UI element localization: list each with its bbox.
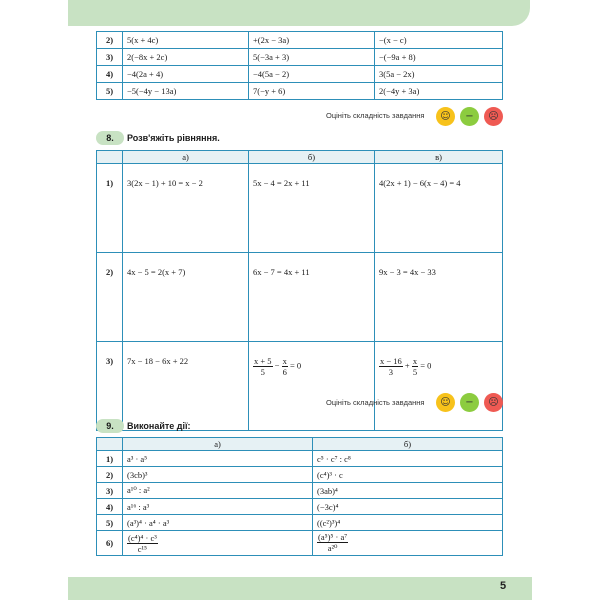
- column-header: в): [375, 151, 503, 164]
- table-row: [97, 49, 503, 66]
- page-number: 5: [500, 580, 507, 592]
- cell-b: −4(5a − 2): [249, 66, 375, 83]
- expression-cell: ((c²)³)⁴: [313, 515, 503, 531]
- table-row: [97, 253, 503, 342]
- cell-c: 2(−4y + 3a): [375, 83, 503, 100]
- page-number-box: [490, 577, 532, 600]
- task-title: Розв'яжіть рівняння.: [127, 133, 220, 143]
- cell-b: +(2x − 3a): [249, 32, 375, 49]
- fraction: $\frac{\text{(a⁵)⁵ · a⁷}}{\text{a²⁰}}$: [318, 532, 348, 553]
- cell-a: −4(2a + 4): [123, 66, 249, 83]
- table-row: [97, 32, 503, 49]
- table-row: [97, 451, 503, 467]
- fraction: $\frac{x - 16}{3}$: [380, 356, 402, 377]
- neutral-face-icon[interactable]: −: [460, 107, 479, 126]
- cell-b: 5(−3a + 3): [249, 49, 375, 66]
- expression-cell: (3cb)³: [123, 467, 313, 483]
- expression-cell: (c⁴)³ · c: [313, 467, 503, 483]
- cell-c: −(−9a + 8): [375, 49, 503, 66]
- top-decor-band: [68, 0, 530, 26]
- row-number: 3): [97, 49, 123, 66]
- equation-cell: 9x − 3 = 4x − 33: [375, 253, 503, 342]
- operations-table: [96, 437, 503, 556]
- row-number: 1): [97, 164, 123, 253]
- happy-face-icon[interactable]: ☺: [436, 393, 455, 412]
- equations-table: [96, 150, 503, 431]
- task-title: Виконайте дії:: [127, 421, 191, 431]
- equation-cell: $\frac{x - 16}{3}$ + $\frac{x}{5}$ = 0: [375, 342, 503, 431]
- table-row: [97, 83, 503, 100]
- sad-face-icon[interactable]: ☹: [484, 107, 503, 126]
- column-header: а): [123, 151, 249, 164]
- row-number: 5): [97, 83, 123, 100]
- happy-face-icon[interactable]: ☺: [436, 107, 455, 126]
- row-number: 4): [97, 499, 123, 515]
- row-number: 4): [97, 66, 123, 83]
- cell-b: 7(−y + 6): [249, 83, 375, 100]
- row-number: 2): [97, 467, 123, 483]
- header-empty: [97, 438, 123, 451]
- cell-a: 5(x + 4c): [123, 32, 249, 49]
- task-number: 9.: [96, 419, 124, 433]
- equation-cell: 3(2x − 1) + 10 = x − 2: [123, 164, 249, 253]
- row-number: 3): [97, 342, 123, 431]
- expression-cell: (3ab)⁴: [313, 483, 503, 499]
- expression-cell: (−3c)⁴: [313, 499, 503, 515]
- row-number: 3): [97, 483, 123, 499]
- fraction: $\frac{x + 5}{5}$: [254, 356, 272, 377]
- row-number: 2): [97, 32, 123, 49]
- difficulty-rating-label: Оцініть складність завдання: [326, 398, 425, 407]
- row-number: 5): [97, 515, 123, 531]
- task-number: 8.: [96, 131, 124, 145]
- expression-cell: a¹⁰ : a²: [123, 483, 313, 499]
- table-row: [97, 531, 503, 556]
- table-row: [97, 342, 503, 431]
- expression-cell: c⁵ · c⁷ : c⁸: [313, 451, 503, 467]
- expression-cell: a³ · a⁵: [123, 451, 313, 467]
- expression-cell: (a³)⁴ · a⁴ · a³: [123, 515, 313, 531]
- row-number: 2): [97, 253, 123, 342]
- fraction: $\frac{x}{6}$: [282, 356, 287, 377]
- table-row: [97, 66, 503, 83]
- equation-cell: 6x − 7 = 4x + 11: [249, 253, 375, 342]
- column-header: б): [313, 438, 503, 451]
- cell-a: −5(−4y − 13a): [123, 83, 249, 100]
- row-number: 6): [97, 531, 123, 556]
- sad-face-icon[interactable]: ☹: [484, 393, 503, 412]
- row-number: 1): [97, 451, 123, 467]
- table-row: [97, 483, 503, 499]
- difficulty-rating-label: Оцініть складність завдання: [326, 111, 425, 120]
- table-header-row: [97, 151, 503, 164]
- expression-cell: [313, 531, 503, 556]
- equation-cell: 5x − 4 = 2x + 11: [249, 164, 375, 253]
- fraction: $\frac{x}{5}$: [412, 356, 418, 377]
- expression-cell: [123, 531, 313, 556]
- neutral-face-icon[interactable]: −: [460, 393, 479, 412]
- table-row: [97, 515, 503, 531]
- expressions-table: [96, 31, 503, 100]
- column-header: б): [249, 151, 375, 164]
- table-row: [97, 467, 503, 483]
- equation-cell: $\frac{x + 5}{5}$ − $\frac{x}{6}$ = 0: [249, 342, 375, 431]
- table-header-row: [97, 438, 503, 451]
- expression-cell: a¹⁶ : a³: [123, 499, 313, 515]
- bottom-decor-band: [68, 577, 518, 600]
- equation-cell: 4(2x + 1) − 6(x − 4) = 4: [375, 164, 503, 253]
- column-header: а): [123, 438, 313, 451]
- cell-c: 3(5a − 2x): [375, 66, 503, 83]
- table-row: [97, 164, 503, 253]
- table-row: [97, 499, 503, 515]
- cell-c: −(x − c): [375, 32, 503, 49]
- fraction: $\frac{\text{(c⁴)⁴ · c³}}{\text{c¹⁵}}$: [128, 532, 157, 554]
- equation-cell: 7x − 18 − 6x + 22: [123, 342, 249, 431]
- equation-cell: 4x − 5 = 2(x + 7): [123, 253, 249, 342]
- header-empty: [97, 151, 123, 164]
- cell-a: 2(−8x + 2c): [123, 49, 249, 66]
